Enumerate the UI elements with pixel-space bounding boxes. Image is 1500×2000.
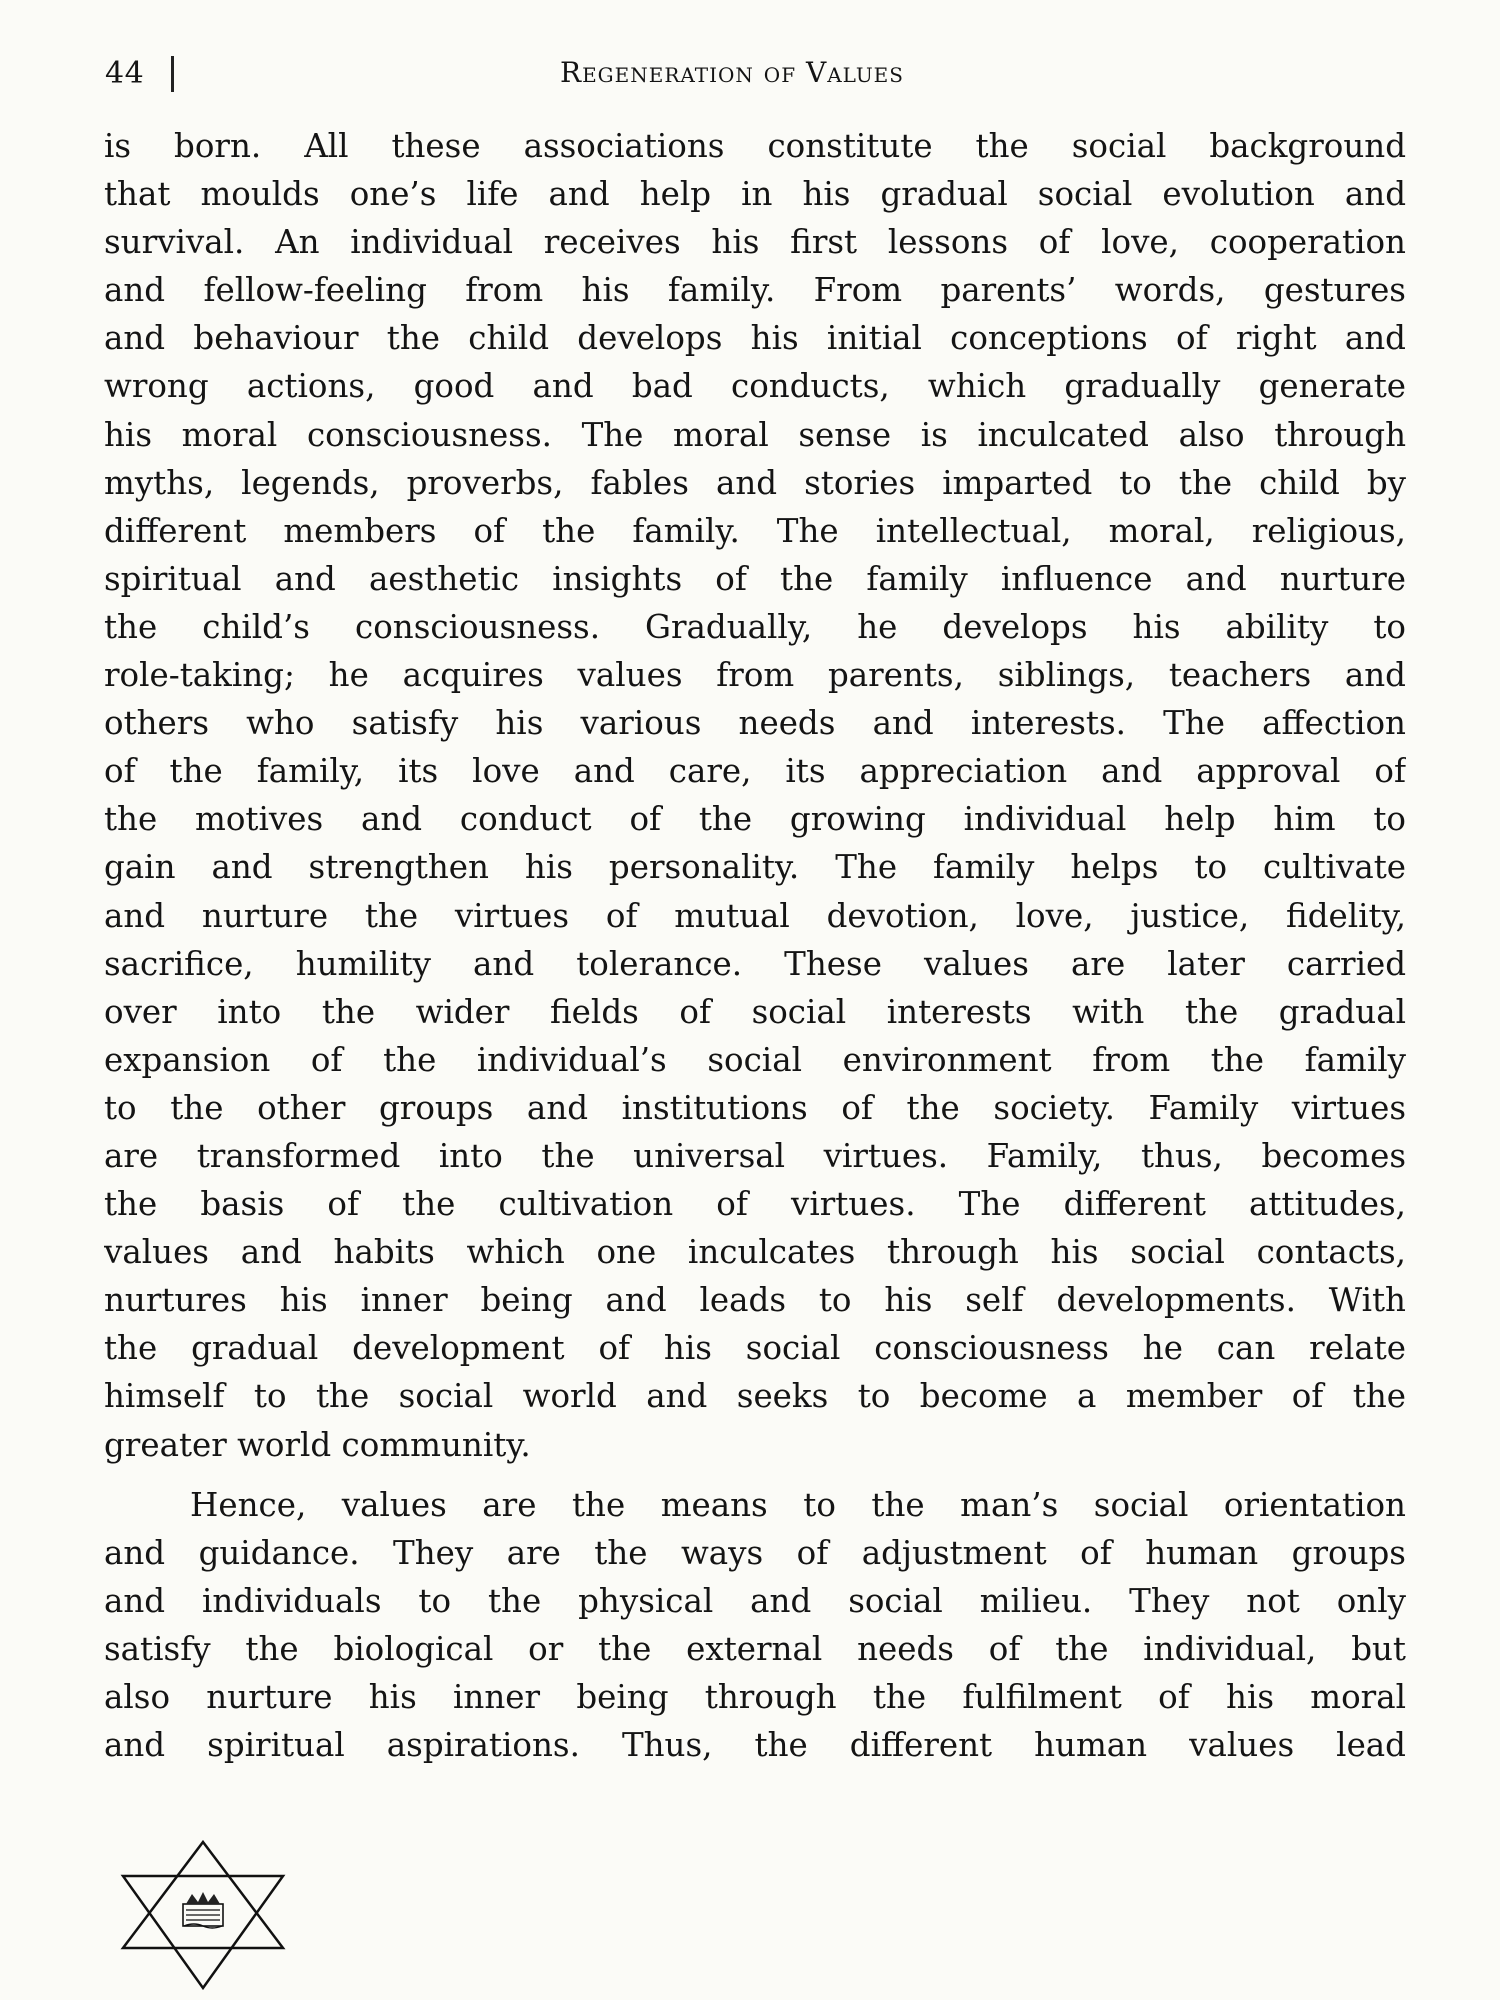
text-line: and spiritual aspirations. Thus, the different human values lead	[104, 1726, 1406, 1765]
text-line: himself to the social world and seeks to become a member of the	[104, 1377, 1406, 1416]
text-line: myths, legends, proverbs, fables and stories imparted to the child by	[104, 463, 1406, 502]
text-line: the child’s consciousness. Gradually, he develops his ability to	[104, 607, 1406, 646]
text-line: and fellow-feeling from his family. From parents’ words, gestures	[104, 271, 1406, 310]
text-line: and nurture the virtues of mutual devotion, love, justice, fidelity,	[104, 896, 1406, 935]
text-line: others who satisfy his various needs and interests. The affection	[104, 704, 1406, 743]
text-line: is born. All these associations constitute the social background	[104, 127, 1406, 165]
text-line: gain and strengthen his personality. The family helps to cultivate	[104, 848, 1406, 887]
text-line: the basis of the cultivation of virtues. The different attitudes,	[104, 1185, 1406, 1224]
star-of-david-emblem-icon	[110, 1838, 320, 2000]
text-line: different members of the family. The intellectual, moral, religious,	[104, 511, 1406, 550]
text-line: are transformed into the universal virtues. Family, thus, becomes	[104, 1136, 1406, 1175]
header-divider	[171, 56, 174, 92]
page-number: 44	[105, 56, 145, 91]
text-line: values and habits which one inculcates through his social contacts,	[104, 1233, 1406, 1272]
text-line: wrong actions, good and bad conducts, which gradually generate	[104, 367, 1406, 406]
text-line: and behaviour the child develops his initial conceptions of right and	[104, 319, 1406, 358]
text-line: that moulds one’s life and help in his gradual social evolution and	[104, 175, 1406, 214]
text-line: satisfy the biological or the external needs of the individual, but	[104, 1629, 1406, 1668]
text-line: also nurture his inner being through the fulfilment of his moral	[104, 1678, 1406, 1716]
text-line: sacrifice, humility and tolerance. These values are later carried	[104, 944, 1406, 983]
text-line: the motives and conduct of the growing individual help him to	[104, 800, 1406, 839]
paragraph-1	[104, 122, 1406, 1469]
text-line: and guidance. They are the ways of adjustment of human groups	[104, 1533, 1406, 1572]
text-line: expansion of the individual’s social environment from the family	[104, 1040, 1406, 1079]
text-line: role-taking; he acquires values from parents, siblings, teachers and	[104, 656, 1406, 695]
text-line: Hence, values are the means to the man’s social orientation	[190, 1485, 1406, 1524]
text-line: spiritual and aesthetic insights of the family influence and nurture	[104, 559, 1406, 598]
paragraph-spacer	[104, 1469, 1406, 1481]
text-line: survival. An individual receives his first lessons of love, cooperation	[104, 223, 1406, 262]
running-head: Regeneration of Values	[560, 56, 904, 89]
text-line: greater world community.	[104, 1425, 531, 1464]
paragraph-2	[104, 1481, 1406, 1770]
body-text	[104, 122, 1406, 1769]
text-line: of the family, its love and care, its appreciation and approval of	[104, 752, 1406, 791]
text-line: the gradual development of his social consciousness he can relate	[104, 1329, 1406, 1368]
text-line: over into the wider fields of social interests with the gradual	[104, 992, 1406, 1031]
text-line: and individuals to the physical and social milieu. They not only	[104, 1581, 1406, 1620]
text-line: to the other groups and institutions of the society. Family virtues	[104, 1088, 1406, 1127]
text-line: his moral consciousness. The moral sense is inculcated also through	[104, 415, 1406, 454]
text-line: nurtures his inner being and leads to his self developments. With	[104, 1281, 1406, 1320]
page-header	[105, 52, 1405, 102]
